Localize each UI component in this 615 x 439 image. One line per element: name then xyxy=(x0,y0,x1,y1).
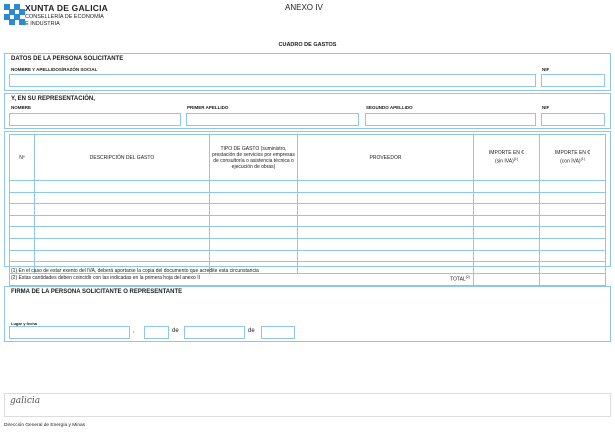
row-number-cell[interactable] xyxy=(10,238,35,250)
row-number-cell[interactable] xyxy=(10,204,35,216)
col-amount-no-vat-header xyxy=(474,135,540,181)
row-provider-cell[interactable] xyxy=(298,262,474,274)
row-amount-no-vat-cell[interactable] xyxy=(474,181,540,193)
footnote-1: (1) En el caso de estar exento del IVA, deberá aportarse la copia del documento que acredite esta circunstancia xyxy=(11,268,259,274)
representative-section-title: Y, EN SU REPRESENTACIÓN, xyxy=(11,96,95,102)
total-note: (2) xyxy=(465,275,470,280)
row-amount-no-vat-cell[interactable] xyxy=(474,204,540,216)
logo-cell xyxy=(9,19,15,25)
col-amount-vat-sub: (con IVA) xyxy=(560,158,581,165)
row-type-cell[interactable] xyxy=(210,192,298,204)
row-amount-vat-cell[interactable] xyxy=(540,215,606,227)
applicant-name-field[interactable] xyxy=(9,74,536,87)
org-subtitle xyxy=(25,14,104,27)
table-header-row xyxy=(10,135,606,181)
row-provider-cell[interactable] xyxy=(298,192,474,204)
row-amount-vat-cell[interactable] xyxy=(540,192,606,204)
col-amount-vat-label: IMPORTE EN € xyxy=(554,150,591,157)
row-amount-vat-cell[interactable] xyxy=(540,250,606,262)
place-date-label: Lugar y fecha xyxy=(11,321,38,326)
directorate-name: Dirección General de Energía y Minas xyxy=(4,423,86,428)
row-amount-vat-cell[interactable] xyxy=(540,181,606,193)
signature-section-title: FIRMA DE LA PERSONA SOLICITANTE O REPRESENTANTE xyxy=(11,289,183,295)
row-number-cell[interactable] xyxy=(10,181,35,193)
row-amount-no-vat-cell[interactable] xyxy=(474,250,540,262)
applicant-name-label: NOMBRE Y APELLIDOS/RAZÓN SOCIAL xyxy=(11,67,98,72)
rep-nif-label: NIF xyxy=(542,105,550,110)
org-subtitle-line1: CONSELLERÍA DE ECONOMÍA xyxy=(25,14,104,20)
de-text-2: de xyxy=(248,328,255,334)
row-number-cell[interactable] xyxy=(10,192,35,204)
col-amount-no-vat-sub: (sin IVA) xyxy=(494,158,514,165)
row-amount-no-vat-cell[interactable] xyxy=(474,227,540,239)
row-provider-cell[interactable] xyxy=(298,181,474,193)
col-provider-header: PROVEEDOR xyxy=(298,135,474,181)
row-amount-vat-cell[interactable] xyxy=(540,238,606,250)
org-subtitle-line2: E INDUSTRIA xyxy=(25,20,60,27)
org-title: XUNTA DE GALICIA xyxy=(25,3,109,13)
row-amount-no-vat-cell[interactable] xyxy=(474,262,540,274)
year-field[interactable] xyxy=(261,326,295,339)
col-description-header: DESCRIPCIÓN DEL GASTO xyxy=(35,135,210,181)
place-field[interactable] xyxy=(9,326,130,339)
table-row xyxy=(10,192,606,204)
row-provider-cell[interactable] xyxy=(298,215,474,227)
row-type-cell[interactable] xyxy=(210,204,298,216)
row-description-cell[interactable] xyxy=(35,215,210,227)
rep-name-field[interactable] xyxy=(9,113,181,126)
row-amount-no-vat-cell[interactable] xyxy=(474,192,540,204)
rep-second-surname-field[interactable] xyxy=(365,113,536,126)
rep-name-label: NOMBRE xyxy=(11,105,31,110)
annex-title: ANEXO IV xyxy=(285,3,323,12)
row-description-cell[interactable] xyxy=(35,192,210,204)
applicant-section-title: DATOS DE LA PERSONA SOLICITANTE xyxy=(11,56,124,62)
footer-box xyxy=(4,393,611,417)
rep-first-surname-label: PRIMER APELLIDO xyxy=(187,105,229,110)
col-amount-vat-header xyxy=(540,135,606,181)
row-number-cell[interactable] xyxy=(10,227,35,239)
row-type-cell[interactable] xyxy=(210,181,298,193)
col-type-header: TIPO DE GASTO (suministro, prestación de servicios por empresas de consultoría o asistencia técnica o ejecución de obras) xyxy=(210,135,298,181)
total-vat-cell[interactable] xyxy=(540,273,606,285)
table-row xyxy=(10,181,606,193)
row-description-cell[interactable] xyxy=(35,227,210,239)
row-amount-no-vat-cell[interactable] xyxy=(474,238,540,250)
footnote-2: (2) Estas cantidades deben coincidir con las indicadas en la primera hoja del anexo II xyxy=(11,275,200,281)
rep-first-surname-field[interactable] xyxy=(186,113,359,126)
row-amount-no-vat-cell[interactable] xyxy=(474,215,540,227)
day-field[interactable] xyxy=(144,326,169,339)
row-provider-cell[interactable] xyxy=(298,204,474,216)
row-number-cell[interactable] xyxy=(10,215,35,227)
rep-second-surname-label: SEGUNDO APELLIDO xyxy=(366,105,413,110)
expenses-table-body xyxy=(10,181,606,274)
table-row xyxy=(10,204,606,216)
row-amount-vat-cell[interactable] xyxy=(540,262,606,274)
col-number-header: Nº xyxy=(10,135,35,181)
total-label: TOTAL xyxy=(450,277,466,284)
row-type-cell[interactable] xyxy=(210,250,298,262)
rep-nif-field[interactable] xyxy=(541,113,605,126)
table-row xyxy=(10,215,606,227)
row-amount-vat-cell[interactable] xyxy=(540,227,606,239)
galicia-brand-logo: galicia xyxy=(10,396,41,406)
table-row xyxy=(10,250,606,262)
row-provider-cell[interactable] xyxy=(298,250,474,262)
month-field[interactable] xyxy=(184,326,245,339)
expenses-table xyxy=(9,134,606,286)
row-description-cell[interactable] xyxy=(35,238,210,250)
row-amount-vat-cell[interactable] xyxy=(540,204,606,216)
row-type-cell[interactable] xyxy=(210,238,298,250)
total-no-vat-cell[interactable] xyxy=(474,273,540,285)
row-description-cell[interactable] xyxy=(35,250,210,262)
col-amount-no-vat-label: IMPORTE EN € xyxy=(488,150,525,157)
document-title: CUADRO DE GASTOS xyxy=(278,42,337,48)
col-amount-vat-note: (1) xyxy=(580,157,585,162)
de-text-1: de xyxy=(172,328,179,334)
table-row xyxy=(10,227,606,239)
applicant-nif-field[interactable] xyxy=(541,74,605,87)
row-description-cell[interactable] xyxy=(35,181,210,193)
row-description-cell[interactable] xyxy=(35,204,210,216)
place-comma: , xyxy=(133,328,135,334)
row-type-cell[interactable] xyxy=(210,215,298,227)
col-amount-no-vat-note: (1) xyxy=(513,157,519,162)
table-row xyxy=(10,238,606,250)
row-type-cell[interactable] xyxy=(210,227,298,239)
row-provider-cell[interactable] xyxy=(298,238,474,250)
applicant-nif-label: NIF xyxy=(542,67,550,72)
row-provider-cell[interactable] xyxy=(298,227,474,239)
row-number-cell[interactable] xyxy=(10,250,35,262)
